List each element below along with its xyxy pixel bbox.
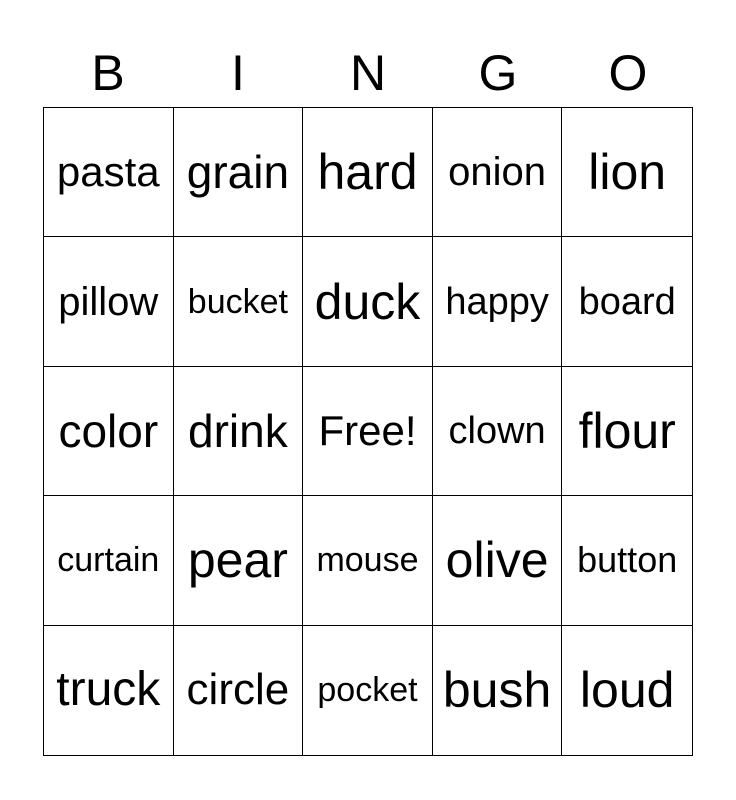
- bingo-header: [43, 42, 693, 104]
- bingo-cell: happy: [433, 237, 563, 366]
- bingo-cell: drink: [174, 367, 304, 496]
- bingo-cell: button: [562, 496, 692, 625]
- bingo-cell: clown: [433, 367, 563, 496]
- header-letter-n: N: [349, 45, 387, 101]
- bingo-cell: hard: [303, 108, 433, 237]
- bingo-cell: loud: [579, 662, 675, 719]
- bingo-cell: pasta: [44, 108, 174, 237]
- bingo-cell: curtain: [44, 496, 174, 625]
- header-letter-o: O: [608, 45, 648, 101]
- bingo-cell: mouse: [303, 496, 433, 625]
- header-letter-i: I: [231, 45, 245, 101]
- bingo-card-grid: [43, 107, 693, 756]
- bingo-cell: pillow: [44, 237, 174, 366]
- bingo-cell: olive: [433, 496, 563, 625]
- bingo-cell: truck: [44, 626, 174, 755]
- bingo-cell: board: [562, 237, 692, 366]
- bingo-cell: pocket: [303, 626, 433, 755]
- bingo-cell: circle: [174, 626, 304, 755]
- header-letter-g: G: [478, 45, 518, 101]
- bingo-cell: pear: [174, 496, 304, 625]
- bingo-cell: bush: [433, 626, 563, 755]
- bingo-cell: onion: [433, 108, 563, 237]
- bingo-cell: lion: [562, 108, 692, 237]
- bingo-cell: flour: [562, 367, 692, 496]
- bingo-cell: bucket: [174, 237, 304, 366]
- bingo-cell: color: [44, 367, 174, 496]
- bingo-cell: grain: [174, 108, 304, 237]
- bingo-cell free-space: Free!: [303, 367, 433, 496]
- bingo-cell: duck: [303, 237, 433, 366]
- header-letter-b: B: [91, 45, 125, 101]
